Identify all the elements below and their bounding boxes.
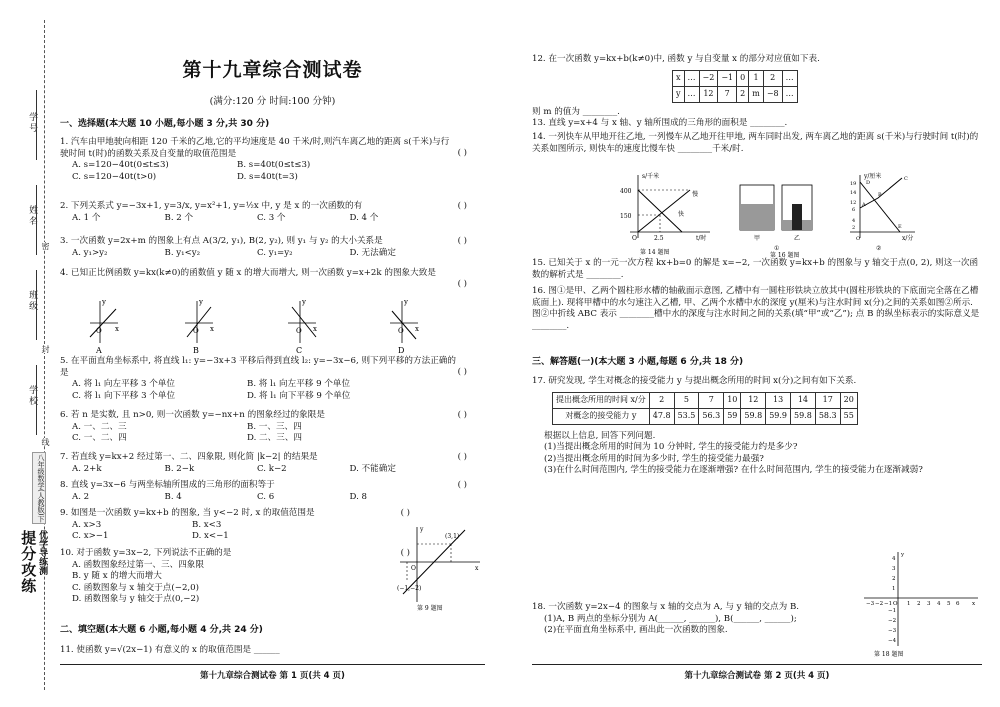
page-1-footer: 第十九章综合测试卷 第 1 页(共 4 页) bbox=[200, 671, 345, 681]
student-no-field[interactable] bbox=[36, 90, 37, 160]
name-label: 姓名 bbox=[27, 205, 38, 227]
question-13: 13. 直线 y=x+4 与 x 轴、y 轴所围成的三角形的面积是 ________. bbox=[532, 118, 788, 128]
question-11: 11. 使函数 y=√(2x−1) 有意义的 x 的取值范围是 ______ bbox=[60, 645, 280, 655]
svg-text:−4: −4 bbox=[888, 638, 897, 644]
svg-text:O: O bbox=[193, 327, 199, 335]
q9-point-label-2: (−1,−2) bbox=[397, 585, 422, 592]
svg-text:O: O bbox=[893, 601, 898, 607]
svg-text:y: y bbox=[102, 298, 106, 306]
question-12: 12. 在一次函数 y=kx+b(k≠0)中, 函数 y 与自变量 x 的部分对应值如下表. x … −2 −1 0 1 2 … y … 12 7 2 m −8 … 则 m 的值为 ________. bbox=[532, 54, 820, 117]
q16-figure-2 bbox=[850, 172, 915, 252]
svg-text:O: O bbox=[856, 236, 861, 242]
question-6: 6. 若 n 是实数, 且 n>0, 则一次函数 y=−nx+n 的图象经过的象限是 ( ) A. 一、二、三 B. 一、三、四 C. 一、二、四 D. 二、三、四 bbox=[60, 410, 467, 444]
school-field[interactable] bbox=[36, 365, 37, 435]
svg-text:3: 3 bbox=[892, 566, 896, 572]
svg-text:14: 14 bbox=[850, 190, 857, 196]
svg-text:5: 5 bbox=[947, 601, 951, 607]
svg-text:−2: −2 bbox=[875, 601, 884, 607]
page-2-footer: 第十九章综合测试卷 第 2 页(共 4 页) bbox=[684, 671, 830, 681]
svg-text:乙: 乙 bbox=[794, 235, 801, 242]
q11-answer-blank[interactable]: ______ bbox=[253, 645, 280, 655]
q16-answer-blank-1[interactable]: ________ bbox=[619, 309, 654, 320]
q14-q16-figures bbox=[620, 170, 990, 258]
svg-text:x: x bbox=[415, 325, 419, 333]
svg-text:−1: −1 bbox=[884, 601, 893, 607]
svg-text:s/千米: s/千米 bbox=[642, 173, 660, 180]
q14-figure bbox=[620, 172, 710, 256]
svg-text:E: E bbox=[898, 224, 902, 230]
section-fill-heading: 二、填空题(本大题 6 小题,每小题 4 分,共 24 分) bbox=[60, 625, 263, 635]
q4-graph-d[interactable] bbox=[390, 298, 419, 355]
student-no-label: 学号 bbox=[27, 112, 38, 134]
class-label: 班级 bbox=[27, 290, 38, 312]
svg-text:4: 4 bbox=[852, 218, 856, 224]
svg-text:x: x bbox=[115, 325, 119, 333]
q15-answer-blank[interactable]: ________ bbox=[586, 269, 621, 280]
svg-text:1: 1 bbox=[892, 586, 896, 592]
svg-text:400: 400 bbox=[620, 188, 632, 195]
question-3: 3. 一次函数 y=2x+m 的图象上有点 A(3/2, y₁), B(2, y₂), 则 y₁ 与 y₂ 的大小关系是 ( ) A. y₁>y₂ B. y₁<y₂ C. y₁=y₂ D. 无法确定 bbox=[60, 236, 467, 258]
svg-text:y: y bbox=[199, 298, 203, 306]
q14-figure-caption: 第 14 题图 bbox=[640, 249, 670, 256]
q12-table: x … −2 −1 0 1 2 … y … 12 7 2 m −8 … bbox=[672, 70, 798, 103]
name-field[interactable] bbox=[36, 185, 37, 255]
svg-text:−1: −1 bbox=[888, 608, 897, 614]
svg-text:x: x bbox=[210, 325, 214, 333]
svg-text:4: 4 bbox=[892, 556, 896, 562]
svg-text:x/分: x/分 bbox=[902, 235, 914, 242]
q4-label-a: A bbox=[96, 346, 102, 355]
grade-tag: 八年级数学(人教版)下 bbox=[32, 452, 46, 524]
svg-text:慢: 慢 bbox=[692, 191, 699, 198]
svg-text:O: O bbox=[96, 327, 102, 335]
svg-text:y: y bbox=[404, 298, 408, 306]
svg-text:−2: −2 bbox=[888, 618, 897, 624]
svg-text:x: x bbox=[972, 601, 976, 607]
question-10: 10. 对于函数 y=3x−2, 下列说法不正确的是 ( ) A. 函数图象经过第一、三、四象限 B. y 随 x 的增大而增大 C. 函数图象与 x 轴交于点(−2,0) D. 函数图象与 y 轴交于点(0,−2) bbox=[60, 548, 410, 605]
school-label: 学校 bbox=[27, 385, 38, 407]
svg-text:快: 快 bbox=[678, 211, 685, 218]
svg-text:x: x bbox=[475, 565, 479, 572]
q4-label-b: B bbox=[193, 346, 199, 355]
svg-text:O: O bbox=[398, 327, 404, 335]
question-1: 1. 汽车由甲地驶向相距 120 千米的乙地,它的平均速度是 40 千米/时,则汽车离乙地的距离 s(千米)与行驶时间 t(时)的函数关系及自变量的取值范围是 ( ) A. s=120−40t(0≤t≤3) B. s=40t(0≤t≤3) C. s=120−40t(t>0) D. s=40t(t=3) bbox=[60, 137, 467, 182]
q16-figure-caption: 第 16 题图 bbox=[770, 252, 800, 258]
svg-text:1: 1 bbox=[907, 601, 911, 607]
q4-option-graphs bbox=[60, 293, 485, 355]
q16-answer-blank-2[interactable]: ________ bbox=[532, 320, 567, 331]
page-2 bbox=[532, 0, 982, 707]
svg-text:C: C bbox=[904, 176, 908, 182]
section-answer-heading: 三、解答题(一)(本大题 3 小题,每题 6 分,共 18 分) bbox=[532, 357, 744, 367]
seal-char-xian: 线 bbox=[41, 438, 50, 446]
question-17: 17. 研究发现, 学生对概念的接受能力 y 与提出概念所用的时间 x(分)之间有如下关系. 提出概念所用的时间 x/分 2 5 7 10 12 13 14 17 20 对概念的接受能力 y 47.8 53.5 56.3 59 59.8 59.9 59.8 58.3 55 根据以上信息, 回答下列问题. (1)当提出概念所用的时间为 10 分钟时, 学生的接受能力约是多少? (2)当提出概念所用的时间为多少时, 学生的接受能力最强? (3)在什么时间范围内, 学生的接受能力在逐渐增强? 在什么时间范围内, 学生的接受能力在逐渐减弱? bbox=[532, 376, 923, 476]
svg-text:O: O bbox=[632, 235, 637, 242]
question-5: 5. 在平面直角坐标系中, 将直线 l₁: y=−3x+3 平移后得到直线 l₂: y=−3x−6, 则下列平移的方法正确的是 ( ) A. 将 l₁ 向左平移 3 个单位 B. 将 l₁ 向左平移 9 个单位 C. 将 l₁ 向下平移 3 个单位 D. 将 l₁ 向下平移 9 个单位 bbox=[60, 356, 467, 401]
q9-figure bbox=[395, 522, 485, 612]
question-8: 8. 直线 y=3x−6 与两坐标轴所围成的三角形的面积等于 ( ) A. 2 B. 4 C. 6 D. 8 bbox=[60, 480, 467, 502]
question-9: 9. 如图是一次函数 y=kx+b 的图象, 当 y<−2 时, x 的取值范围是 ( ) A. x>3 B. x<3 C. x>−1 D. x<−1 bbox=[60, 508, 410, 542]
svg-text:19: 19 bbox=[850, 181, 857, 187]
section-choice-heading: 一、选择题(本大题 10 小题,每小题 3 分,共 30 分) bbox=[60, 119, 270, 129]
footer-rule-2 bbox=[532, 664, 982, 665]
q4-graph-c[interactable] bbox=[288, 298, 317, 355]
svg-text:3: 3 bbox=[927, 601, 931, 607]
q13-answer-blank[interactable]: ________ bbox=[750, 118, 785, 128]
svg-text:①: ① bbox=[774, 245, 780, 252]
seal-char-mi: 密 bbox=[41, 242, 50, 250]
svg-text:y/厘米: y/厘米 bbox=[864, 173, 882, 180]
brand-subtitle: 优学导练测 bbox=[37, 530, 48, 575]
svg-text:O: O bbox=[296, 327, 302, 335]
svg-text:12: 12 bbox=[850, 200, 857, 206]
question-18: 18. 一次函数 y=2x−4 的图象与 x 轴的交点为 A, 与 y 轴的交点为 B. (1)A, B 两点的坐标分别为 A(______, ______), B(______, ______); (2)在平面直角坐标系中, 画出此一次函数的图象. bbox=[532, 602, 799, 636]
svg-text:y: y bbox=[302, 298, 306, 306]
question-2: 2. 下列关系式 y=−3x+1, y=3/x, y=x²+1, y=½x 中, y 是 x 的一次函数的有 ( ) A. 1 个 B. 2 个 C. 3 个 D. 4 个 bbox=[60, 201, 467, 223]
svg-text:O: O bbox=[411, 565, 416, 572]
q4-graph-b[interactable] bbox=[185, 298, 214, 355]
q9-point-label: (3,1) bbox=[445, 533, 460, 540]
q9-figure-caption: 第 9 题图 bbox=[417, 605, 443, 612]
q16-figure-1 bbox=[740, 185, 812, 258]
class-field[interactable] bbox=[36, 270, 37, 340]
q17-table: 提出概念所用的时间 x/分 2 5 7 10 12 13 14 17 20 对概念的接受能力 y 47.8 53.5 56.3 59 59.8 59.9 59.8 58.3 55 bbox=[552, 392, 858, 425]
svg-text:6: 6 bbox=[852, 207, 856, 213]
svg-text:t/时: t/时 bbox=[696, 235, 707, 242]
brand-logo: 提分攻练 bbox=[19, 530, 38, 594]
q12-answer-blank[interactable]: ________ bbox=[582, 106, 618, 117]
svg-text:A: A bbox=[862, 202, 866, 208]
q18-coordinate-grid[interactable] bbox=[860, 548, 982, 660]
svg-text:2: 2 bbox=[852, 225, 856, 231]
svg-text:②: ② bbox=[876, 245, 882, 252]
svg-text:D: D bbox=[866, 180, 871, 186]
svg-text:150: 150 bbox=[620, 213, 632, 220]
svg-text:2: 2 bbox=[917, 601, 921, 607]
svg-text:甲: 甲 bbox=[754, 235, 761, 242]
svg-text:y: y bbox=[901, 552, 905, 558]
svg-text:6: 6 bbox=[956, 601, 960, 607]
seal-char-feng: 封 bbox=[41, 345, 50, 353]
question-15: 15. 已知关于 x 的一元一次方程 kx+b=0 的解是 x=−2, 一次函数 y=kx+b 的图象与 y 轴交于点(0, 2), 则这一次函数的解析式是 ________. bbox=[532, 258, 979, 280]
question-14: 14. 一列快车从甲地开往乙地, 一列慢车从乙地开往甲地, 两车同时出发, 两车离乙地的距离 s(千米)与行驶时间 t(时)的关系如图所示, 则快车的速度比慢车快 ________千米/时. bbox=[532, 132, 979, 154]
exam-title: 第十九章综合测试卷 bbox=[182, 59, 363, 81]
svg-text:2: 2 bbox=[892, 576, 896, 582]
q14-answer-blank[interactable]: ________ bbox=[677, 143, 713, 154]
footer-rule bbox=[60, 664, 485, 665]
question-16: 16. 图①是甲、乙两个圆柱形水槽的轴截面示意图, 乙槽中有一圆柱形铁块立放其中(圆柱形铁块的下底面完全落在乙槽底面上). 现将甲槽中的水匀速注入乙槽, 甲、乙两个水槽中水的深度 y(厘米)与注水时间 x(分)之间的关系如图②所示. 图②中折线 ABC 表示 ________槽中水的深度与注水时间之间的关系(填“甲”或“乙”); 点 B 的纵坐标表示的实际意义是 ________. bbox=[532, 286, 980, 331]
q4-graph-a[interactable] bbox=[90, 298, 119, 355]
svg-text:2.5: 2.5 bbox=[654, 235, 664, 242]
svg-text:B: B bbox=[878, 192, 882, 198]
svg-text:y: y bbox=[420, 526, 424, 533]
page-1 bbox=[60, 0, 485, 707]
question-4: 4. 已知正比例函数 y=kx(k≠0)的函数值 y 随 x 的增大而增大, 则一次函数 y=x+2k 的图象大致是 ( ) bbox=[60, 268, 467, 289]
svg-text:−3: −3 bbox=[866, 601, 875, 607]
svg-text:4: 4 bbox=[937, 601, 941, 607]
question-7: 7. 若直线 y=kx+2 经过第一、二、四象限, 则化简 |k−2| 的结果是 ( ) A. 2+k B. 2−k C. k−2 D. 不能确定 bbox=[60, 452, 467, 474]
q4-label-c: C bbox=[296, 346, 303, 355]
q4-label-d: D bbox=[398, 346, 405, 355]
exam-subtitle: (满分:120 分 时间:100 分钟) bbox=[209, 96, 336, 107]
seal-dashed-line bbox=[44, 20, 45, 690]
binding-margin bbox=[0, 0, 58, 707]
q18-figure-caption: 第 18 题图 bbox=[874, 651, 904, 658]
svg-text:−3: −3 bbox=[888, 628, 897, 634]
svg-text:x: x bbox=[313, 325, 317, 333]
